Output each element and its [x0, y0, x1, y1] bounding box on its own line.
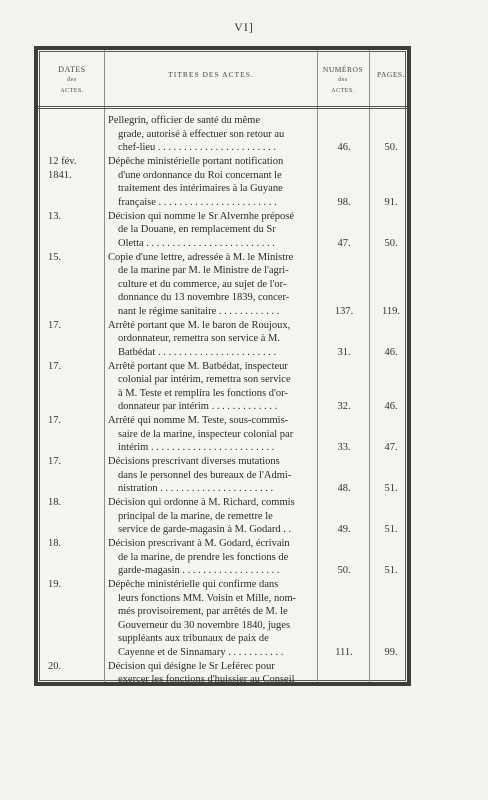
row-title [108, 319, 313, 360]
row-title-line: colonial par intérim, remettra son service [118, 374, 291, 385]
row-title-line: Cayenne et de Sinnamary . . . . . . . . . . . [118, 646, 284, 658]
row-title-line: Copie d'une lettre, adressée à M. le Ministre [108, 251, 294, 263]
row-date-line1: 19. [48, 579, 62, 590]
row-title-line: Dépêche ministérielle portant notification [108, 156, 284, 167]
row-numero: 137. [334, 305, 354, 317]
row-title-line: principal de la marine, de remettre le [118, 510, 273, 522]
row-title-line: saire de la marine, inspecteur colonial par [118, 428, 294, 440]
row-page: 51. [384, 565, 398, 576]
page-number: VI] [234, 20, 254, 34]
row-title-line: grade, autorisé à effectuer son retour au [118, 128, 285, 140]
row-title-line: chef-lieu . . . . . . . . . . . . . . . . . . . . . . . [118, 142, 277, 153]
row-numero: 48. [337, 483, 351, 494]
row-date-line1: 12 fév. [48, 156, 77, 167]
row-numero: 50. [337, 565, 351, 576]
row-title [108, 578, 313, 659]
row-date-line1: 20. [48, 660, 62, 672]
header-dates [42, 64, 102, 97]
row-title-line: Dépêche ministérielle qui confirme dans [108, 579, 279, 590]
row-title [108, 155, 313, 209]
row-page: 119. [382, 305, 400, 317]
row-title-line: culture et du commerce, au sujet de l'or- [118, 278, 287, 290]
row-date-line1: 17. [48, 415, 62, 426]
row-date-line1: 17. [48, 456, 62, 467]
header-pages: PAGES. [377, 70, 405, 79]
header-numeros [319, 64, 367, 97]
row-date-line1: 13. [48, 210, 62, 222]
row-title-line: Gouverneur du 30 novembre 1840, juges [118, 619, 291, 631]
row-page: 46. [384, 346, 398, 358]
row-title [108, 360, 313, 414]
row-page: 50. [384, 237, 398, 249]
row-title [108, 210, 313, 251]
row-date [48, 155, 104, 182]
row-page: 99. [384, 646, 398, 658]
row-date-line2: 1841. [48, 169, 72, 181]
header-dates-sub1: des [67, 77, 77, 83]
row-title-line: de la marine par M. le Ministre de l'agri- [118, 265, 289, 276]
row-page: 51. [384, 524, 398, 535]
row-title-line: donnance du 13 novembre 1839, concer- [118, 292, 290, 303]
row-title-line: Décision qui ordonne à M. Richard, commis [108, 497, 295, 508]
row-title-line: Pellegrin, officier de santé du même [108, 115, 261, 126]
row-title-line: leurs fonctions MM. Voisin et Mille, nom- [118, 592, 297, 604]
row-date-line1: 17. [48, 360, 62, 372]
row-title-line: Oletta . . . . . . . . . . . . . . . . . . . . . . . . . [118, 237, 275, 249]
row-title-line: service de garde-magasin à M. Godard . . [118, 524, 292, 535]
row-title-line: Batbédat . . . . . . . . . . . . . . . . . . . . . . . [118, 346, 277, 358]
row-numero: 32. [337, 401, 351, 412]
row-title-line: Décisions prescrivant diverses mutations [108, 456, 280, 467]
row-page: 91. [384, 196, 398, 208]
row-numero: 111. [335, 646, 353, 658]
row-title [108, 455, 313, 496]
row-title-line: à M. Teste et remplira les fonctions d'or- [118, 387, 288, 399]
row-date-line1: 18. [48, 538, 62, 549]
row-title [108, 114, 313, 155]
row-title-line: d'une ordonnance du Roi concernant le [118, 169, 282, 181]
row-date [48, 210, 104, 224]
row-title-line: Décision qui nomme le Sr Alvernhe préposé [108, 210, 295, 222]
header-numeros-sub1: des [338, 77, 348, 83]
row-title-line: Décision qui désigne le Sr Leférec pour [108, 660, 275, 672]
row-title-line: garde-magasin . . . . . . . . . . . . . . . . . . . [118, 565, 280, 576]
row-title [108, 414, 313, 455]
row-title-line: Arrêté portant que M. le baron de Roujoux, [108, 319, 291, 331]
row-title-line: nistration . . . . . . . . . . . . . . . . . . . . . . [118, 483, 274, 494]
row-title [108, 496, 313, 537]
header-dates-label: DATES [58, 65, 86, 74]
row-title [108, 537, 313, 578]
row-title-line: nant le régime sanitaire . . . . . . . . . . . . [118, 305, 280, 317]
table-body [38, 112, 407, 685]
row-date [48, 319, 104, 333]
index-table [34, 46, 411, 686]
row-page: 46. [384, 401, 398, 412]
row-title-line: Arrêté qui nomme M. Teste, sous-commis- [108, 415, 289, 426]
row-date [48, 251, 104, 265]
row-title-line: més provisoirement, par arrêtés de M. le [118, 606, 288, 617]
row-title-line: de la marine, de prendre les fonctions de [118, 551, 289, 563]
row-numero: 47. [337, 237, 351, 249]
row-title-line: exercer les fonctions d'huissier au Conseil [118, 674, 295, 685]
row-numero: 98. [337, 196, 351, 208]
row-numero: 33. [337, 442, 351, 453]
row-date [48, 537, 104, 551]
row-title-line: donnateur par intérim . . . . . . . . . . . . . [118, 401, 278, 412]
header-titles: TITRES DES ACTES. [168, 70, 254, 79]
row-date-line1: 17. [48, 319, 62, 331]
row-numero: 49. [337, 524, 351, 535]
row-date [48, 660, 104, 674]
header-numeros-sub2: ACTES. [331, 88, 355, 94]
row-date [48, 360, 104, 374]
row-numero: 31. [337, 346, 351, 358]
row-title-line: suppléants aux tribunaux de paix de [118, 633, 269, 644]
header-numeros-label: NUMÉROS [322, 65, 364, 74]
row-title [108, 251, 313, 319]
row-page: 51. [384, 483, 398, 494]
row-title-line: intérim . . . . . . . . . . . . . . . . . . . . . . . . [118, 442, 275, 453]
row-numero: 46. [337, 142, 351, 153]
row-date-line1: 18. [48, 497, 62, 508]
table-header [38, 50, 407, 108]
row-title-line: de la Douane, en remplacement du Sr [118, 224, 276, 235]
row-title-line: traitement des intérimaires à la Guyane [118, 183, 283, 194]
row-date [48, 578, 104, 592]
row-date [48, 496, 104, 510]
header-dates-sub2: ACTES. [60, 88, 84, 94]
row-title-line: française . . . . . . . . . . . . . . . . . . . . . . . [118, 196, 277, 208]
row-title-line: Décision prescrivant à M. Godard, écrivain [108, 538, 290, 549]
row-title-line: ordonnateur, remettra son service à M. [118, 333, 280, 344]
row-date [48, 455, 104, 469]
row-title-line: dans le personnel des bureaux de l'Admi- [118, 469, 292, 481]
row-title [108, 660, 313, 687]
header-separator [38, 106, 407, 109]
row-date [48, 414, 104, 428]
row-date-line1: 15. [48, 251, 62, 263]
row-page: 47. [384, 442, 398, 453]
row-page: 50. [384, 142, 398, 153]
row-title-line: Arrêté portant que M. Batbédat, inspecteur [108, 360, 288, 372]
